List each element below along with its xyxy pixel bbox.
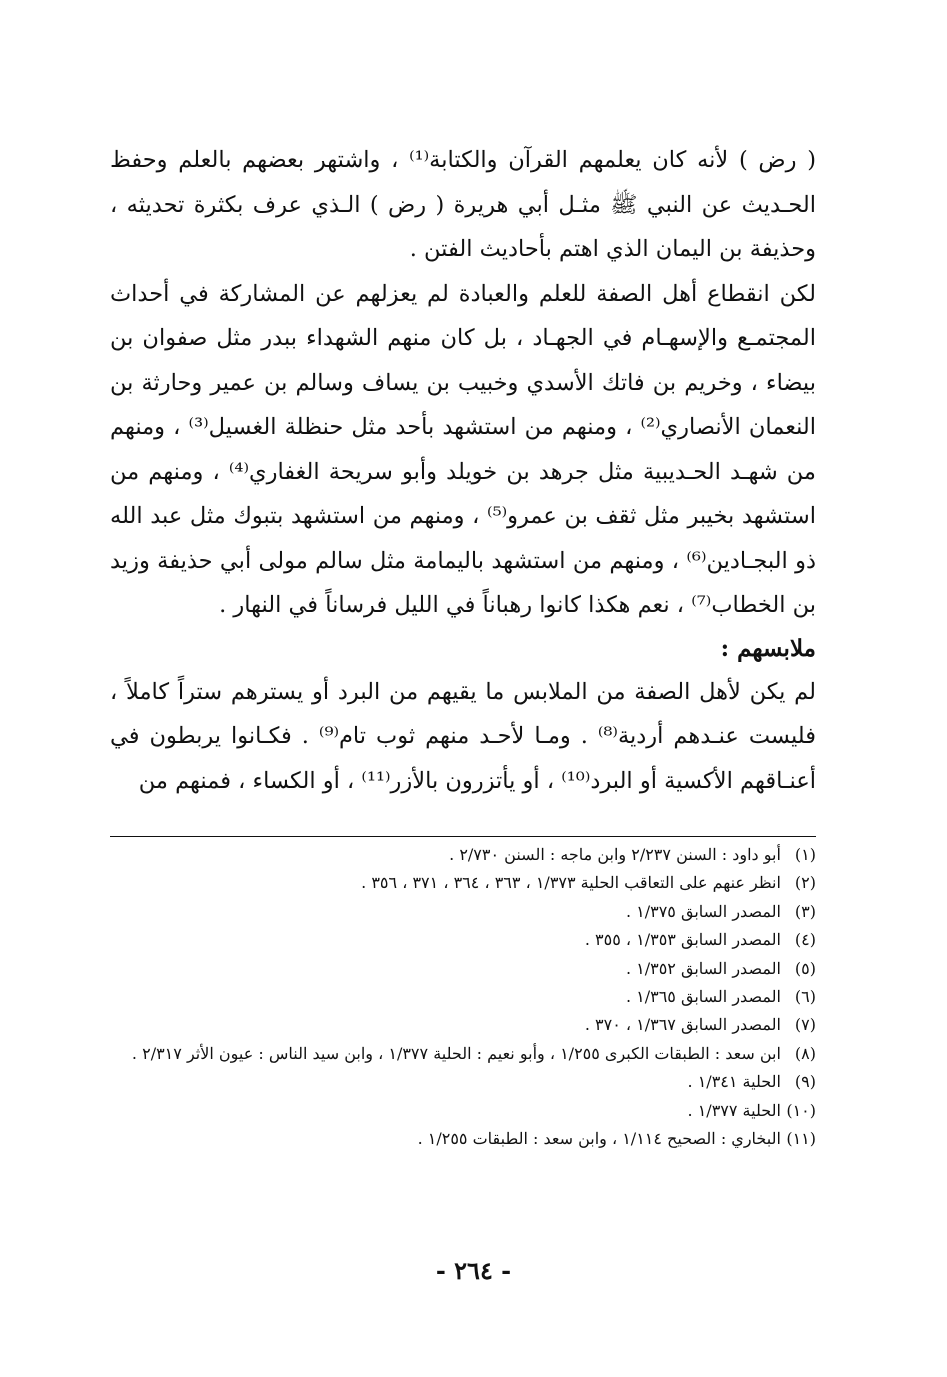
section-heading: ملابسهم :	[720, 634, 816, 662]
footnote-text: البخاري : الصحيح ١/١١٤ ، وابن سعد : الطبقات ١/٢٥٥ .	[417, 1129, 781, 1149]
footnote-item	[110, 1011, 816, 1039]
paragraph-continuation: ( رض ) لأنه كان يعلمهم القرآن والكتابة⁽¹⁾ ، واشتهر بعضهم بالعلم وحفظ الحـديث عن النبي ﷺ مثـل أبي هريرة ( رض ) الـذي عرف بكثرة تحديثه ، وحذيفة بن اليمان الذي اهتم بأحاديث الفتن .	[110, 147, 816, 262]
footnote-text: المصدر السابق ١/٣٦٧ ، ٣٧٠ .	[584, 1015, 781, 1035]
footnote-number: (٧)	[794, 1015, 816, 1035]
footnote-number: (٤)	[794, 930, 816, 950]
footnote-text: انظر عنهم على التعاقب الحلية ١/٣٧٣ ، ٣٦٣ ، ٣٦٤ ، ٣٧١ ، ٣٥٦ .	[361, 873, 781, 893]
footnote-item	[110, 955, 816, 983]
footnote-text: المصدر السابق ١/٣٧٥ .	[625, 901, 781, 921]
footnote-text: المصدر السابق ١/٣٥٢ .	[625, 958, 781, 978]
footnote-number: (٩)	[794, 1072, 816, 1092]
footnote-text: المصدر السابق ١/٣٦٥ .	[625, 987, 781, 1007]
footnote-text: المصدر السابق ١/٣٥٣ ، ٣٥٥ .	[584, 930, 781, 950]
footnote-item	[110, 841, 816, 869]
footnote-number: (١١)	[786, 1129, 816, 1149]
paragraph-clothing: لم يكن لأهل الصفة من الملابس ما يقيهم من البرد أو يسترهم ستراً كاملاً ، فليست عنـدهم أردية⁽⁸⁾ . ومـا لأحـد منهم ثوب تام⁽⁹⁾ . فكـانوا يربطون في أعنـاقهم الأكسية أو البرد⁽¹⁰⁾ ، أو يأتزرون بالأزر⁽¹¹⁾ ، أو الكساء ، فمنهم من	[110, 678, 816, 794]
footnote-text: الحلية ١/٣٤١ .	[687, 1072, 781, 1092]
footnote-item	[110, 983, 816, 1011]
page-number: - ٢٦٤ -	[435, 1256, 512, 1285]
footnote-item	[110, 1040, 816, 1068]
footnote-text: ابن سعد : الطبقات الكبرى ١/٢٥٥ ، وأبو نعيم : الحلية ١/٣٧٧ ، وابن سيد الناس : عيون الأثر ٢/٣١٧ .	[131, 1043, 781, 1063]
footnote-text: الحلية ١/٣٧٧ .	[687, 1100, 781, 1120]
footnote-number: (٦)	[794, 987, 816, 1007]
footnote-item	[110, 1125, 816, 1153]
footnote-item	[110, 1097, 816, 1125]
footnotes-list	[110, 841, 816, 1153]
footnote-text: أبو داود : السنن ٢/٢٣٧ وابن ماجه : السنن ٢/٧٣٠ .	[449, 845, 781, 864]
footnote-number: (١٠)	[786, 1100, 816, 1120]
footnote-number: (١)	[794, 845, 816, 864]
paragraph-participation: لكن انقطاع أهل الصفة للعلم والعبادة لم يعزلهم عن المشاركة في أحداث المجتمـع والإسهـام في الجهـاد ، بل كان منهم الشهداء ببدر مثل صفوان بن بيضاء ، وخريم بن فاتك الأسدي وخبيب بن يساف وسالم بن عمير وحارثة بن النعمان الأنصاري⁽²⁾ ، ومنهم من استشهد بأحد مثل حنظلة الغسيل⁽³⁾ ، ومنهم من شهـد الحـديبية مثل جرهد بن خويلد وأبو سريحة الغفاري⁽⁴⁾ ، ومنهم من استشهد بخيبر مثل ثقف بن عمرو⁽⁵⁾ ، ومنهم من استشهد بتبوك مثل عبد الله ذو البجـادين⁽⁶⁾ ، ومنهم من استشهد باليمامة مثل سالم مولى أبي حذيفة وزيد بن الخطاب⁽⁷⁾ ، نعم هكذا كانوا رهباناً في الليل فرساناً في النهار .	[110, 280, 816, 618]
footnote-separator	[110, 836, 816, 837]
footnote-item	[110, 926, 816, 954]
main-text	[110, 138, 816, 803]
footnote-number: (٥)	[794, 958, 816, 978]
footnote-number: (٣)	[794, 901, 816, 921]
footnote-item	[110, 898, 816, 926]
footnote-item	[110, 1068, 816, 1096]
footnote-number: (٢)	[794, 873, 816, 893]
footnote-number: (٨)	[794, 1043, 816, 1063]
footnote-item	[110, 869, 816, 897]
